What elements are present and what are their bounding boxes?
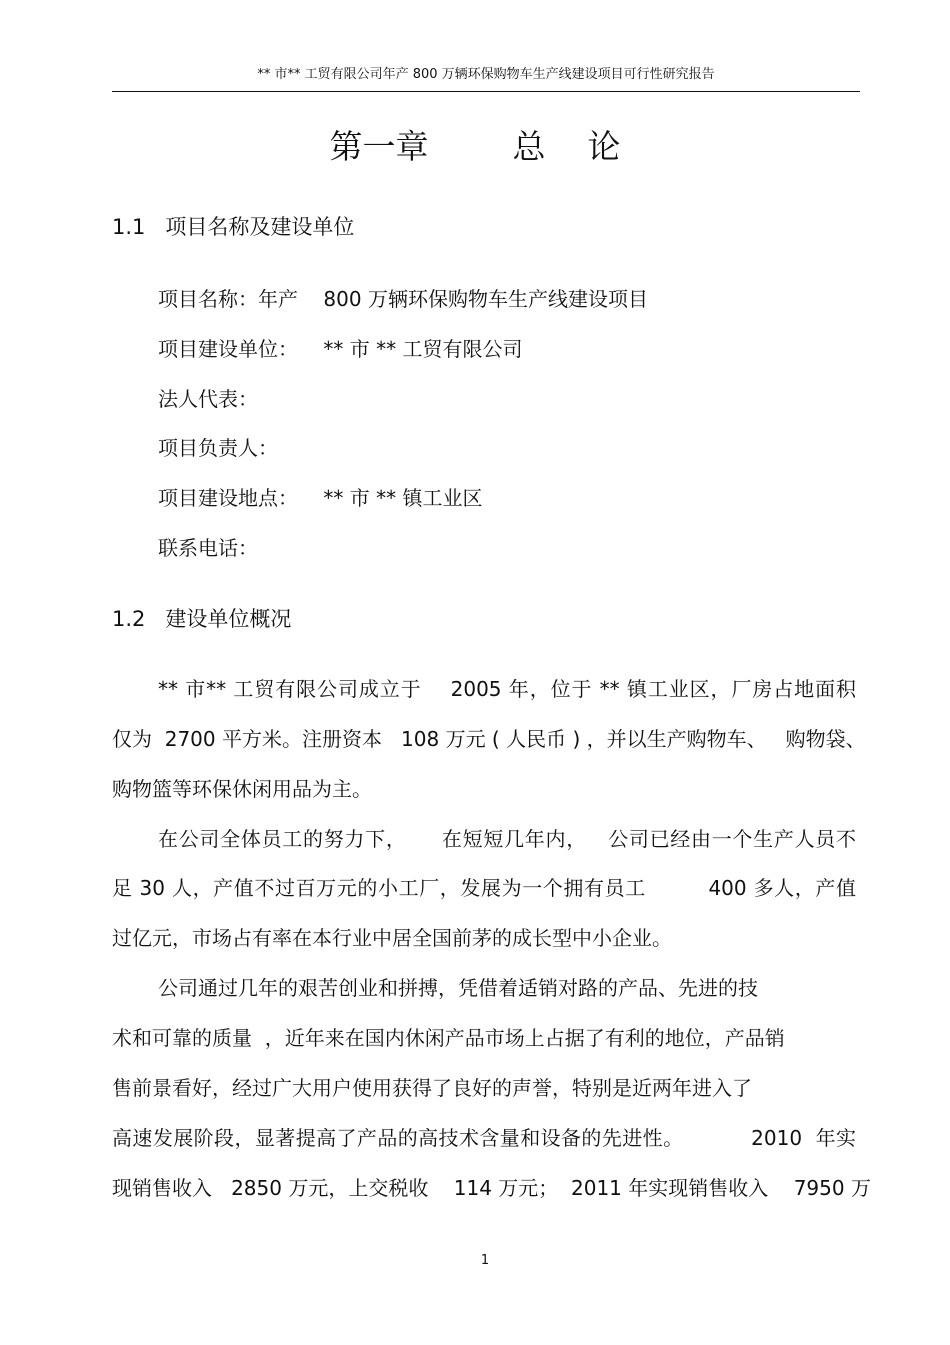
paragraph-line: 现销售收入 2850 万元，上交税收 114 万元； 2011 年实现销售收入 7950 万 [112, 1176, 871, 1200]
project-manager-row: 项目负责人： [158, 436, 278, 460]
paragraph-line: 公司通过几年的艰苦创业和拼搏，凭借着适销对路的产品、先进的技 [158, 976, 758, 1000]
contact-phone-row: 联系电话： [158, 536, 258, 560]
construction-location-row: 项目建设地点： ** 市 ** 镇工业区 [158, 486, 483, 510]
section-heading-1-2: 1.2 建设单位概况 [112, 607, 292, 631]
paragraph-line: 术和可靠的质量 ，近年来在国内休闲产品市场上占据了有利的地位，产品销 [112, 1026, 785, 1050]
paragraph-line: 过亿元，市场占有率在本行业中居全国前茅的成长型中小企业。 [112, 926, 672, 950]
section-heading-1-1: 1.1 项目名称及建设单位 [112, 215, 355, 239]
page-number: 1 [480, 1253, 490, 1268]
paragraph-line: 高速发展阶段，显著提高了产品的高技术含量和设备的先进性。 2010 年实 [112, 1126, 856, 1150]
paragraph-line: 在公司全体员工的努力下， 在短短几年内， 公司已经由一个生产人员不 [158, 827, 856, 851]
paragraph-line: 购物篮等环保休闲用品为主。 [112, 777, 372, 801]
paragraph-line: 售前景看好，经过广大用户使用获得了良好的声誉，特别是近两年进入了 [112, 1076, 752, 1100]
header-rule [112, 91, 860, 92]
paragraph-line: 足 30 人，产值不过百万元的小工厂，发展为一个拥有员工 400 多人，产值 [112, 876, 856, 900]
construction-unit-row: 项目建设单位： ** 市 ** 工贸有限公司 [158, 337, 523, 361]
project-name-row: 项目名称：年产 800 万辆环保购物车生产线建设项目 [158, 287, 648, 311]
legal-representative-row: 法人代表： [158, 387, 258, 411]
paragraph-line: ** 市** 工贸有限公司成立于 2005 年，位于 ** 镇工业区，厂房占地面积 [158, 677, 856, 701]
paragraph-line: 仅为 2700 平方米。注册资本 108 万元 ( 人民币 ) ，并以生产购物车、 购物袋、 [112, 727, 866, 751]
running-header: ** 市** 工贸有限公司年产 800 万辆环保购物车生产线建设项目可行性研究报告 [257, 67, 715, 82]
chapter-title: 第一章 总 论 [329, 127, 621, 166]
